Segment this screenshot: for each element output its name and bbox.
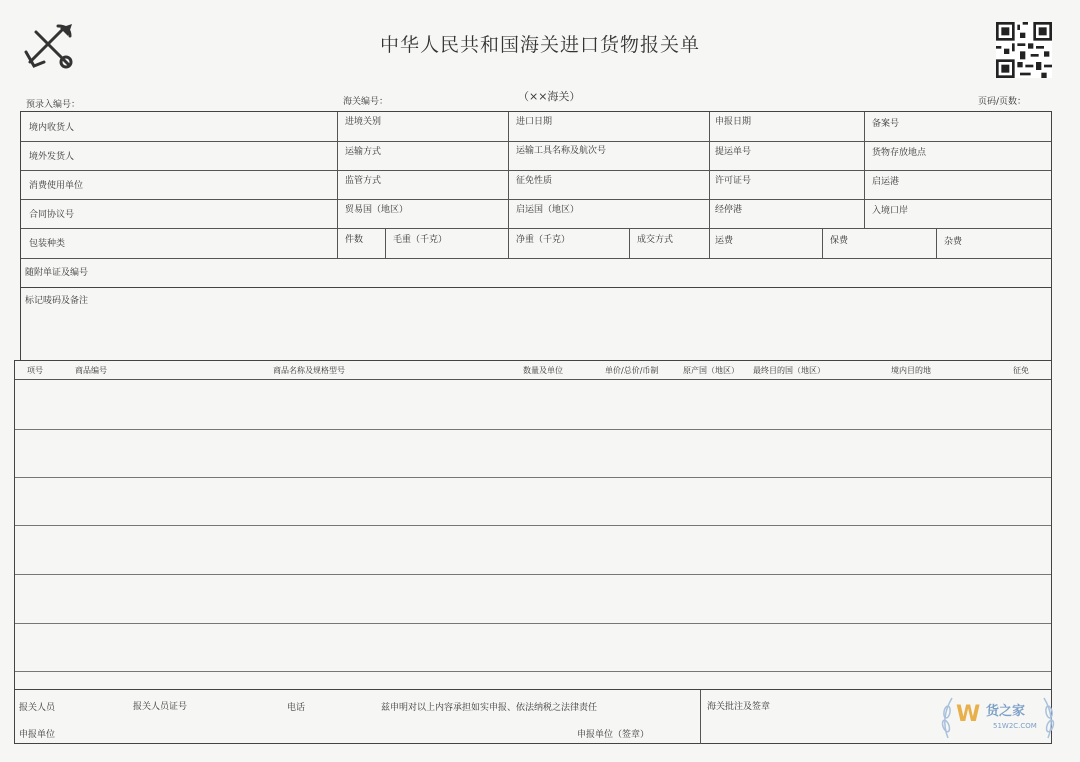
overseas-consignor-label: 境外发货人 [29, 152, 75, 162]
insurance-label: 保费 [830, 236, 849, 246]
declaring-unit-seal-label: 申报单位（签章） [577, 730, 650, 740]
contract-number-label: 合同协议号 [29, 210, 75, 220]
col-commodity-name: 商品名称及规格型号 [273, 366, 345, 375]
trade-country-label: 贸易国（地区） [345, 205, 409, 215]
col-domestic-destination: 境内目的地 [891, 366, 931, 375]
freight-label: 运费 [715, 236, 734, 246]
table-row [15, 429, 1051, 430]
declarant-cert-label: 报关人员证号 [133, 702, 188, 712]
domestic-consignee-label: 境内收货人 [29, 123, 75, 133]
watermark-site: 51W2C.COM [993, 722, 1037, 730]
net-weight-label: 净重（千克） [516, 235, 571, 245]
departure-port-label: 启运港 [872, 177, 900, 187]
pre-entry-number-label: 预录入编号： [26, 100, 81, 110]
col-item-no: 项号 [27, 366, 43, 375]
col-commodity-code: 商品编号 [75, 366, 107, 375]
declaration-header-grid [20, 111, 1052, 288]
declaration-footer [14, 690, 1052, 744]
col-origin-country: 原产国（地区） [683, 366, 739, 375]
transaction-mode-label: 成交方式 [637, 235, 674, 245]
svg-text:W: W [956, 702, 981, 727]
consumer-unit-label: 消费使用单位 [29, 181, 84, 191]
items-header-row [15, 361, 1051, 380]
phone-label: 电话 [287, 703, 306, 713]
attached-documents-label: 随附单证及编号 [25, 268, 89, 278]
transport-mode-label: 运输方式 [345, 147, 382, 157]
table-row [15, 671, 1051, 672]
col-price-currency: 单价/总价/币制 [605, 366, 659, 375]
storage-location-label: 货物存放地点 [872, 148, 927, 158]
customs-approval-label: 海关批注及签章 [707, 702, 771, 712]
declarant-label: 报关人员 [19, 703, 56, 713]
gross-weight-label: 毛重（千克） [393, 235, 448, 245]
marks-remarks-label: 标记唛码及备注 [25, 296, 89, 306]
transit-port-label: 经停港 [715, 205, 743, 215]
qr-code-icon [996, 22, 1052, 78]
marks-remarks-section [20, 288, 1052, 360]
package-type-label: 包装种类 [29, 239, 66, 249]
license-number-label: 许可证号 [715, 176, 752, 186]
declaring-unit-label: 申报单位 [19, 730, 56, 740]
customs-number-label: 海关编号： [343, 97, 389, 107]
entry-checkpoint-label: 入境口岸 [872, 206, 909, 216]
record-number-label: 备案号 [872, 119, 900, 129]
table-row [15, 574, 1051, 575]
customs-name: （××海关） [518, 90, 581, 103]
watermark-brand: 货之家 [986, 704, 1026, 719]
declaration-date-label: 申报日期 [715, 117, 752, 127]
table-row [15, 623, 1051, 624]
goods-items-table [14, 360, 1052, 690]
col-destination-country: 最终目的国（地区） [753, 366, 825, 375]
entry-port-label: 进境关别 [345, 117, 382, 127]
col-exemption: 征免 [1013, 366, 1029, 375]
page-count-label: 页码/页数： [978, 97, 1027, 107]
col-quantity-unit: 数量及单位 [523, 366, 563, 375]
supervision-mode-label: 监管方式 [345, 176, 382, 186]
bill-of-lading-label: 提运单号 [715, 147, 752, 157]
package-count-label: 件数 [345, 235, 364, 245]
misc-charges-label: 杂费 [944, 237, 963, 247]
conveyance-voyage-label: 运输工具名称及航次号 [516, 146, 607, 156]
exemption-nature-label: 征免性质 [516, 176, 553, 186]
departure-country-label: 启运国（地区） [516, 205, 580, 215]
import-date-label: 进口日期 [516, 117, 553, 127]
legal-statement: 兹申明对以上内容承担如实申报、依法纳税之法律责任 [381, 703, 598, 713]
form-title: 中华人民共和国海关进口货物报关单 [379, 34, 700, 56]
table-row [15, 525, 1051, 526]
table-row [15, 477, 1051, 478]
